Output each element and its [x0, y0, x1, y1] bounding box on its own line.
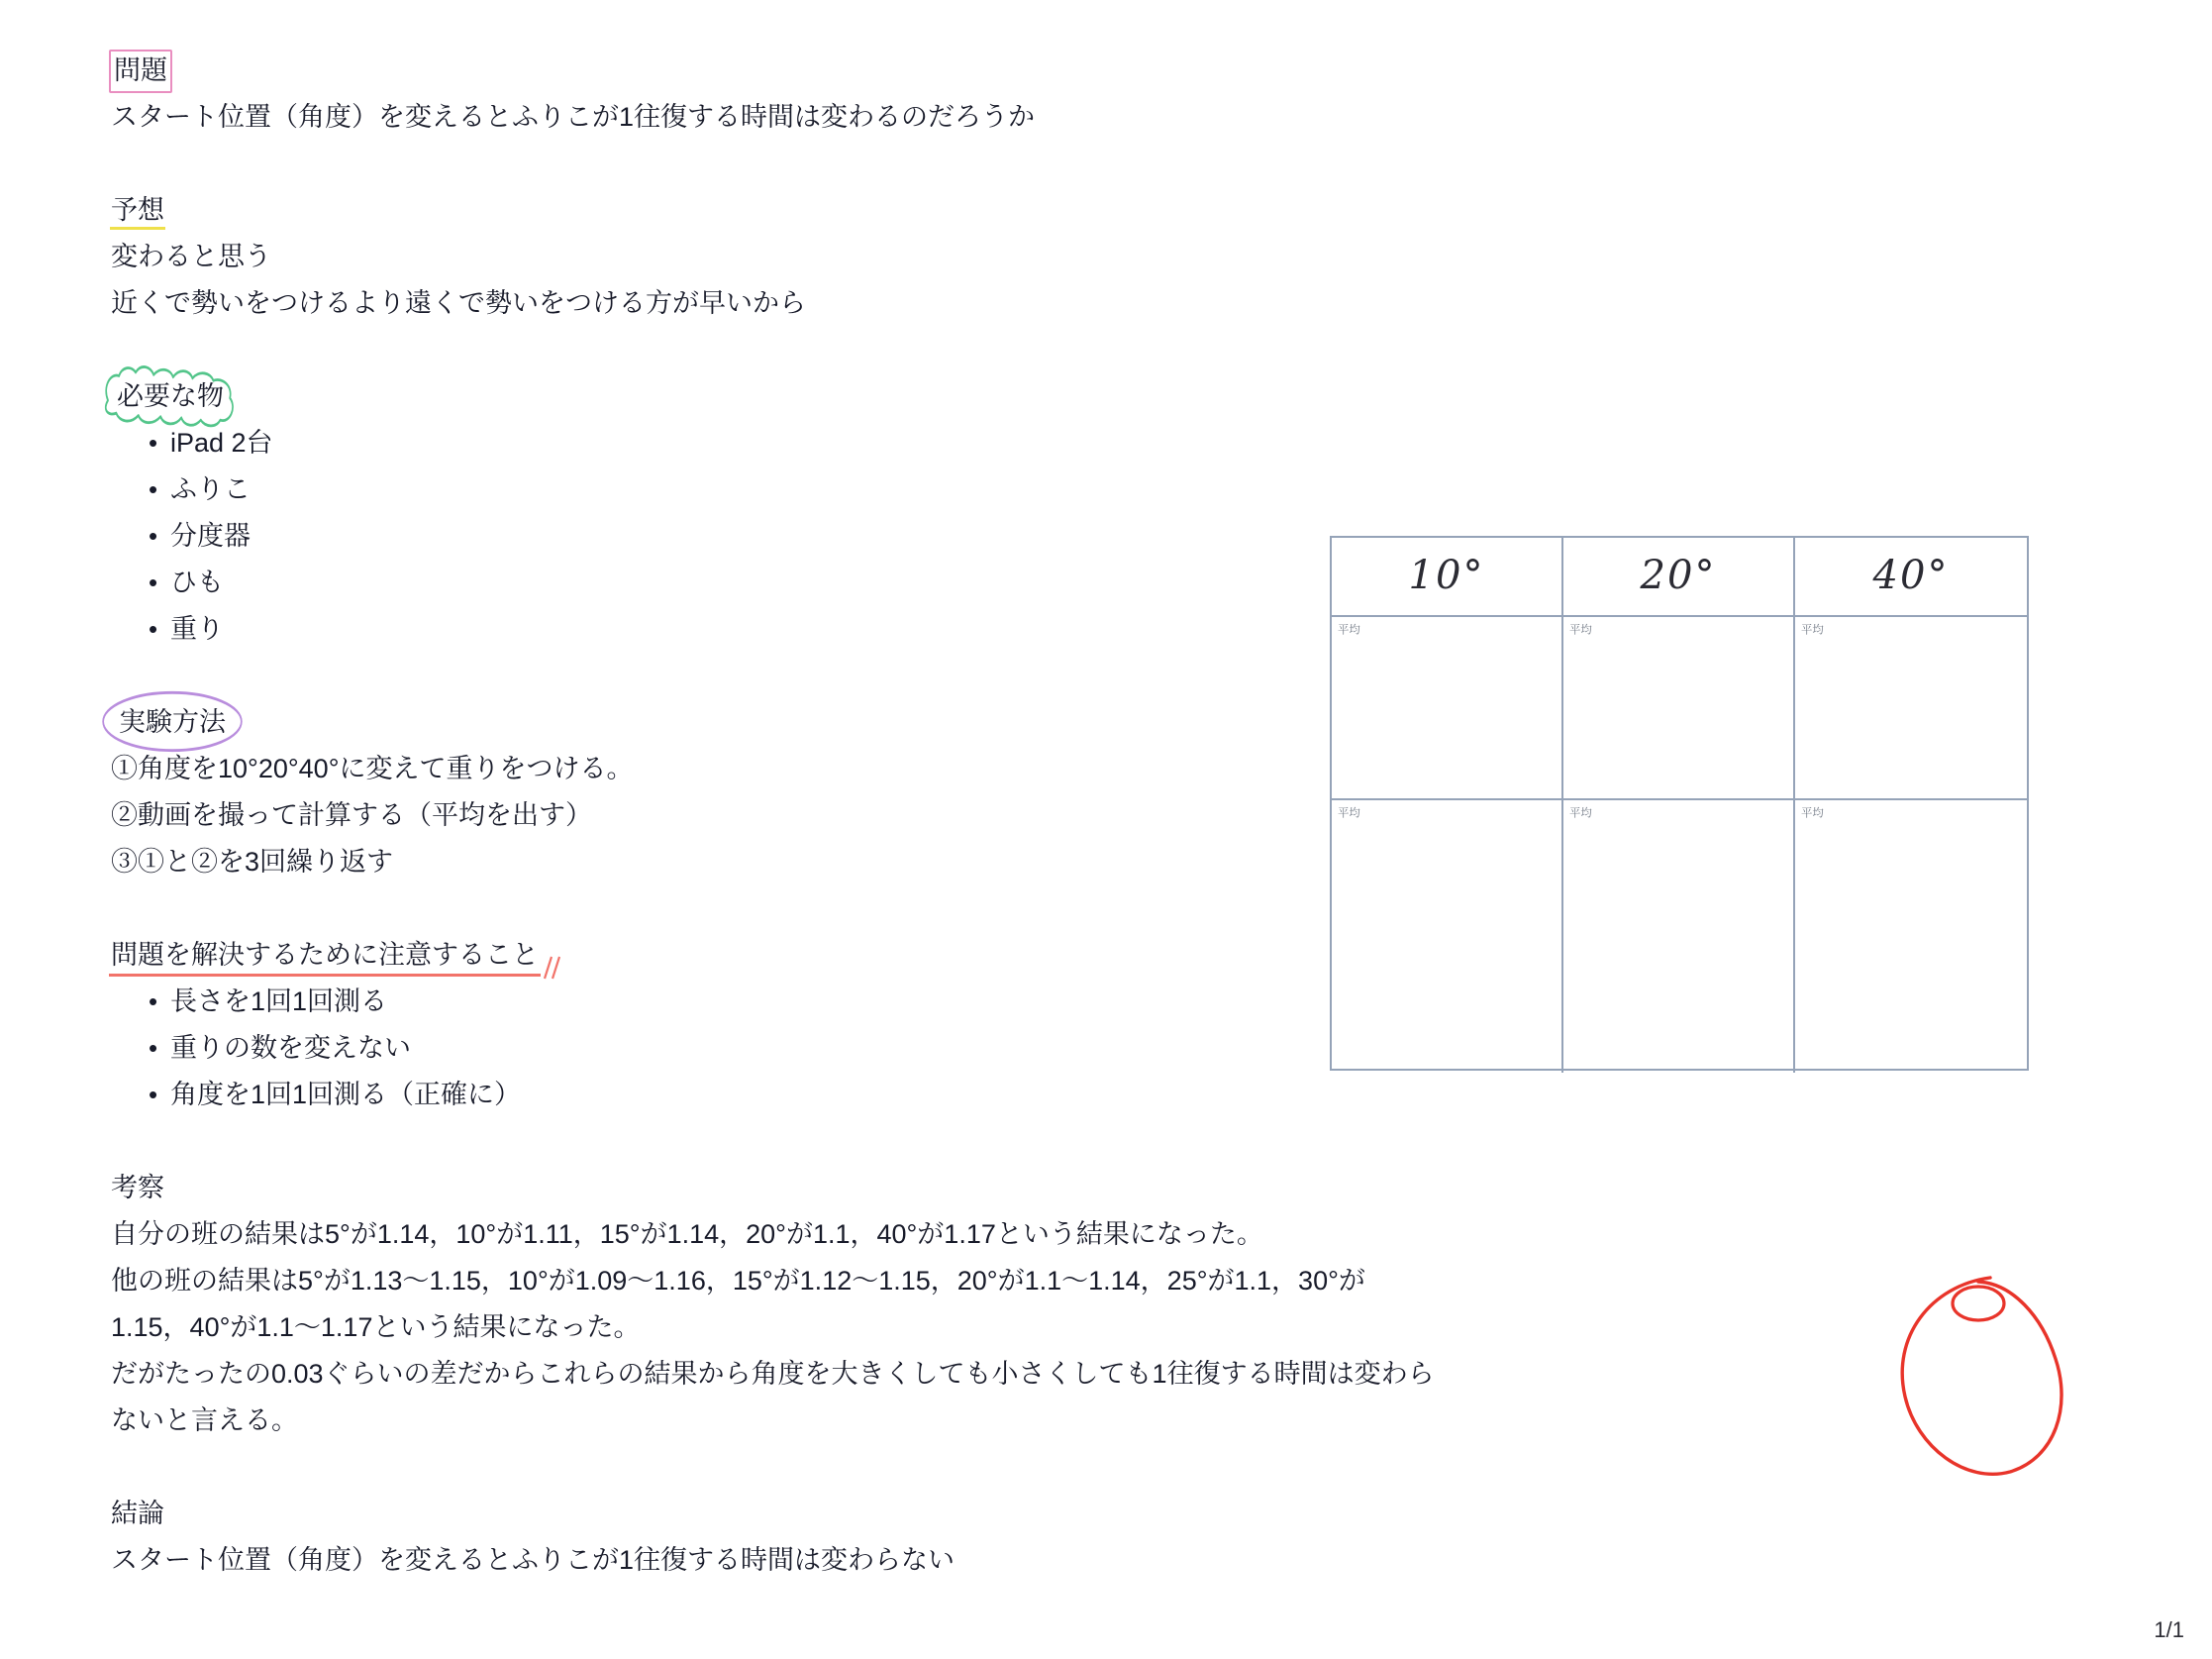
red-loop-annotation — [1871, 1268, 2089, 1505]
cell-label: 平均 — [1801, 805, 1824, 820]
purple-ellipse-highlight — [111, 699, 234, 746]
bullet-list-materials — [111, 420, 1398, 653]
cell-label: 平均 — [1801, 622, 1824, 637]
section-heading-yosou — [111, 187, 1398, 234]
section-heading-chuui — [111, 932, 1398, 979]
section-line: ①角度を10°20°40°に変えて重りをつける。 — [111, 754, 634, 783]
heading-text: 実験方法 — [119, 707, 226, 737]
section-heading-hitsuyou — [111, 373, 1398, 420]
section-heading-jikken-houhou — [111, 699, 1398, 746]
heading-text: 問題 — [114, 55, 167, 85]
table-cell — [1563, 800, 1795, 1073]
list-item: • 分度器 — [149, 513, 1398, 560]
cell-label: 平均 — [1338, 622, 1360, 637]
section-line: スタート位置（角度）を変えるとふりこが1往復する時間は変わるのだろうか — [111, 102, 1036, 132]
section-heading-ketsuron: 結論 — [111, 1499, 164, 1528]
section-line: スタート位置（角度）を変えるとふりこが1往復する時間は変わらない — [111, 1545, 955, 1575]
green-cloud-highlight — [111, 373, 230, 420]
spacer — [111, 653, 1398, 699]
red-underline-highlight — [111, 932, 539, 979]
list-item: • 角度を1回1回測る（正確に） — [149, 1072, 1398, 1118]
page-number: 1/1 — [2154, 1617, 2184, 1642]
list-item: • ふりこ — [149, 467, 1398, 513]
section-line: 変わると思う — [111, 242, 271, 271]
cell-label: 平均 — [1569, 622, 1592, 637]
section-line: ③①と②を3回繰り返す — [111, 847, 394, 877]
section-line: だがたったの0.03ぐらいの差だからこれらの結果から角度を大きくしても小さくしても1往復する時間は変わらないと言える。 — [111, 1359, 1435, 1435]
table-cell — [1332, 800, 1563, 1073]
spacer — [111, 1444, 1398, 1491]
pink-rectangle-highlight — [111, 48, 170, 94]
bullet-list-cautions — [111, 979, 1398, 1118]
spacer — [111, 1118, 1398, 1165]
section-line: ②動画を撮って計算する（平均を出す） — [111, 800, 592, 830]
list-item: • 重りの数を変えない — [149, 1025, 1398, 1072]
section-heading-mondai — [111, 48, 1398, 94]
spacer — [111, 885, 1398, 932]
spacer — [111, 141, 1398, 187]
section-line: 自分の班の結果は5°が1.14，10°が1.11，15°が1.14，20°が1.1，40°が1.17という結果になった。 — [111, 1219, 1263, 1249]
table-cell — [1332, 617, 1563, 800]
list-item: • 重り — [149, 606, 1398, 653]
table-cell — [1795, 800, 2027, 1073]
cloud-scribble-icon — [101, 365, 240, 426]
list-item: • ひも — [149, 560, 1398, 606]
ellipse-scribble-icon — [101, 690, 244, 753]
results-table — [1330, 536, 2029, 1071]
list-item: • 長さを1回1回測る — [149, 979, 1398, 1025]
heading-text: 問題を解決するために注意すること — [111, 940, 539, 970]
table-cell — [1563, 617, 1795, 800]
section-heading-kousatsu: 考察 — [111, 1173, 164, 1202]
section-line: 近くで勢いをつけるより遠くで勢いをつける方が早いから — [111, 288, 806, 318]
table-cell — [1795, 617, 2027, 800]
table-header-cell: 20° — [1563, 538, 1795, 617]
heading-text: 予想 — [111, 195, 164, 225]
cell-label: 平均 — [1569, 805, 1592, 820]
yellow-underline-highlight — [111, 187, 164, 234]
table-header-cell: 40° — [1795, 538, 2027, 617]
section-line: 他の班の結果は5°が1.13〜1.15，10°が1.09〜1.16，15°が1.12〜1.15，20°が1.1〜1.14，25°が1.1，30°が1.15，40°が1.1〜1.17という結果になった。 — [111, 1266, 1365, 1342]
cell-label: 平均 — [1338, 805, 1360, 820]
document-text-body — [111, 48, 1435, 1584]
list-item: • iPad 2台 — [149, 420, 1398, 467]
heading-text: 必要な物 — [117, 381, 224, 411]
table-header-cell: 10° — [1332, 538, 1563, 617]
spacer — [111, 327, 1398, 373]
